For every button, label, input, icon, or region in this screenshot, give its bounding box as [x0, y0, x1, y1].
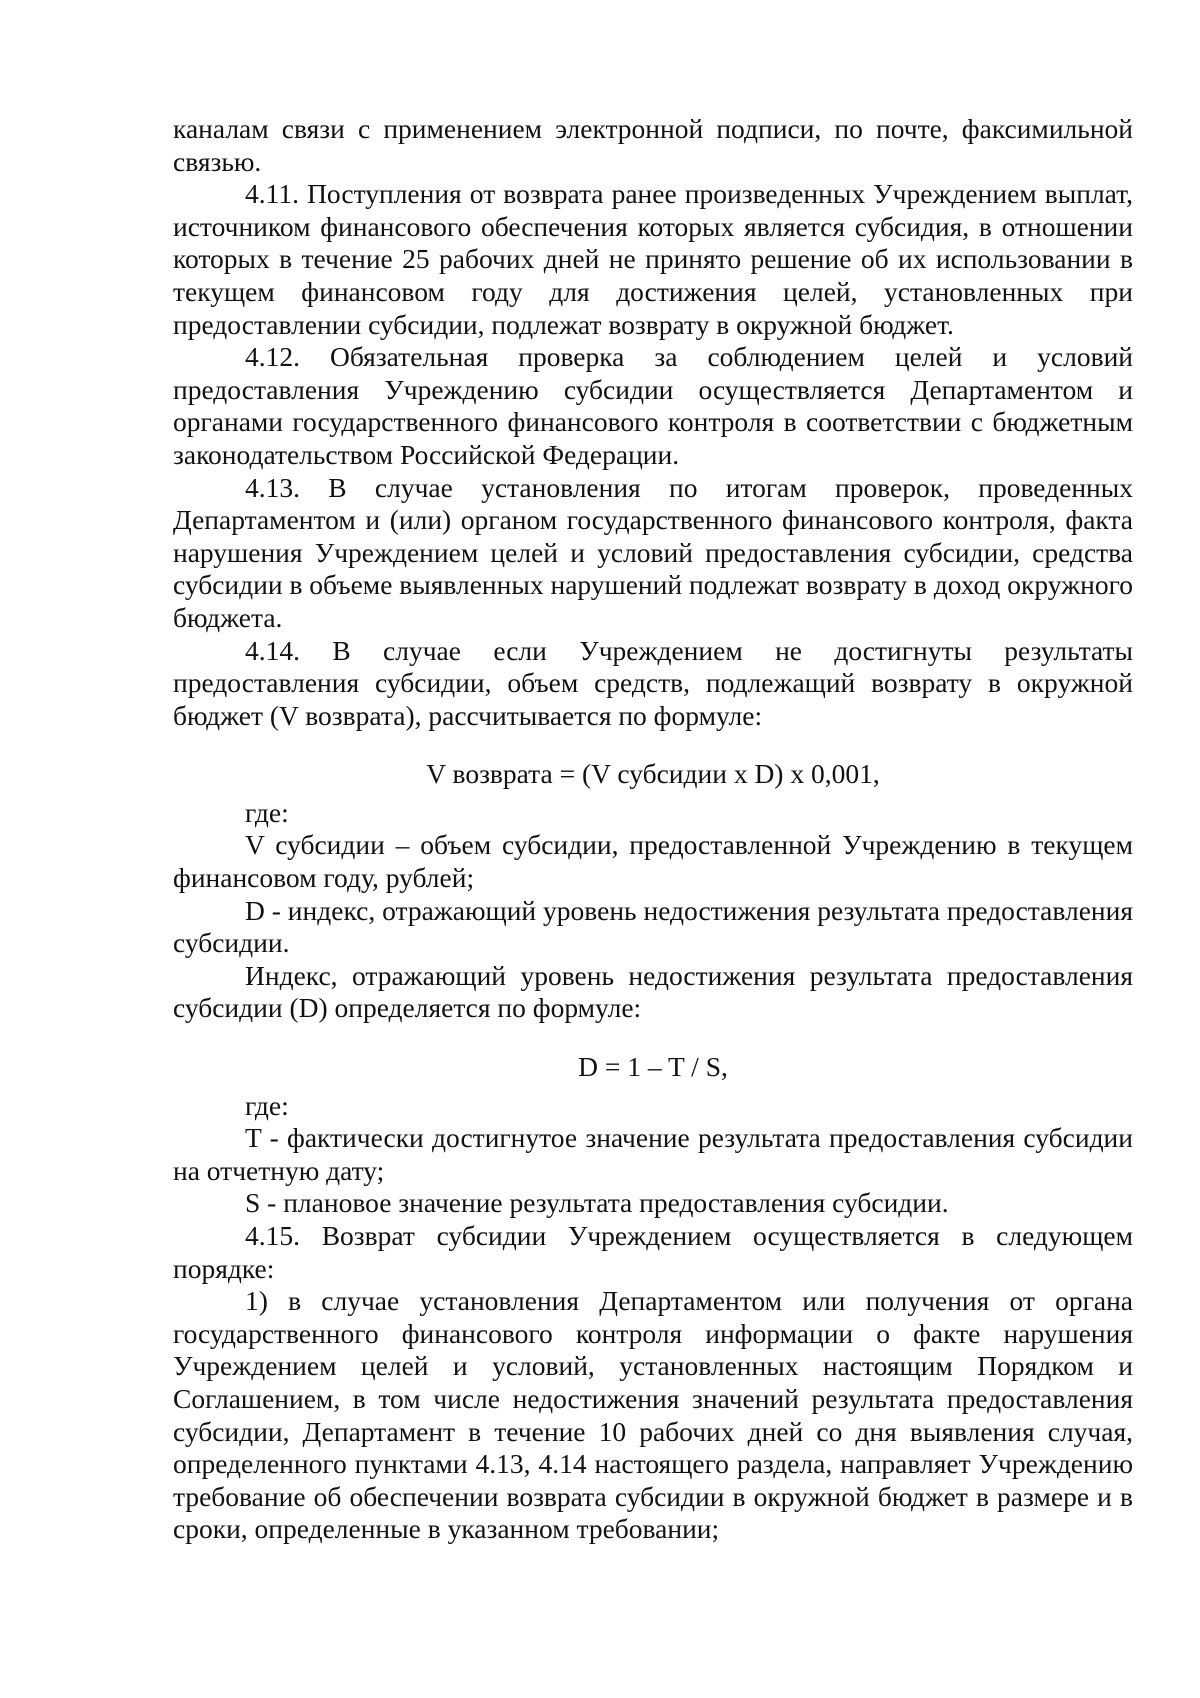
paragraph-4-13: 4.13. В случае установления по итогам проверок, проведенных Департаментом и (или) органом государственного финансового контроля, факта нарушения Учреждением целей и условий предоставления субсидии, средства субсидии в объеме выявленных нарушений подлежат возврату в доход окружного бюджета. — [173, 471, 1133, 633]
definition-s-planned: S - плановое значение результата предоставления субсидии. — [245, 1187, 949, 1219]
paragraph-4-12: 4.12. Обязательная проверка за соблюдением целей и условий предоставления Учреждению субсидии осуществляется Департаментом и органами государственного финансового контроля в соответствии с бюджетным законодательством Российской Федерации. — [173, 341, 1133, 470]
where-label-2: где: — [245, 1089, 289, 1121]
definition-d-index: D - индекс, отражающий уровень недостижения результата предоставления субсидии. — [173, 894, 1133, 959]
paragraph-4-15: 4.15. Возврат субсидии Учреждением осуществляется в следующем порядке: — [173, 1220, 1133, 1284]
formula-v-return: V возврата = (V субсидии x D) x 0,001, — [426, 758, 880, 790]
paragraph-4-14: 4.14. В случае если Учреждением не достигнуты результаты предоставления субсидии, объем средств, подлежащий возврату в окружной бюджет (V возврата), рассчитывается по формуле: — [173, 634, 1133, 731]
formula-d-index: D = 1 – T / S, — [578, 1051, 728, 1083]
paragraph-4-15-item-1: 1) в случае установления Департаментом или получения от органа государственного финансового контроля информации о факте нарушения Учреждением целей и условий, установленных настоящим Порядком и Соглашением, в том числе недостижения значений результата предоставления субсидии, Департамент в течение 10 рабочих дней со дня выявления случая, определенного пунктами 4.13, 4.14 настоящего раздела, направляет Учреждению требование об обеспечении возврата субсидии в окружной бюджет в размере и в сроки, определенные в указанном требовании; — [173, 1285, 1133, 1545]
where-label-1: где: — [245, 796, 289, 828]
paragraph-index-formula-intro: Индекс, отражающий уровень недостижения результата предоставления субсидии (D) определяется по формуле: — [173, 959, 1133, 1024]
document-page — [173, 113, 1133, 1546]
definition-v-subsidy: V субсидии – объем субсидии, предоставленной Учреждению в текущем финансовом году, рублей; — [173, 829, 1133, 894]
paragraph-4-11: 4.11. Поступления от возврата ранее произведенных Учреждением выплат, источником финансового обеспечения которых является субсидия, в отношении которых в течение 25 рабочих дней не принято решение об их использовании в текущем финансовом году для достижения целей, установленных при предоставлении субсидии, подлежат возврату в окружной бюджет. — [173, 178, 1133, 340]
paragraph-intro-continuation: каналам связи с применением электронной подписи, по почте, факсимильной связью. — [173, 113, 1133, 177]
definition-t-actual: T - фактически достигнутое значение результата предоставления субсидии на отчетную дату; — [173, 1122, 1133, 1186]
